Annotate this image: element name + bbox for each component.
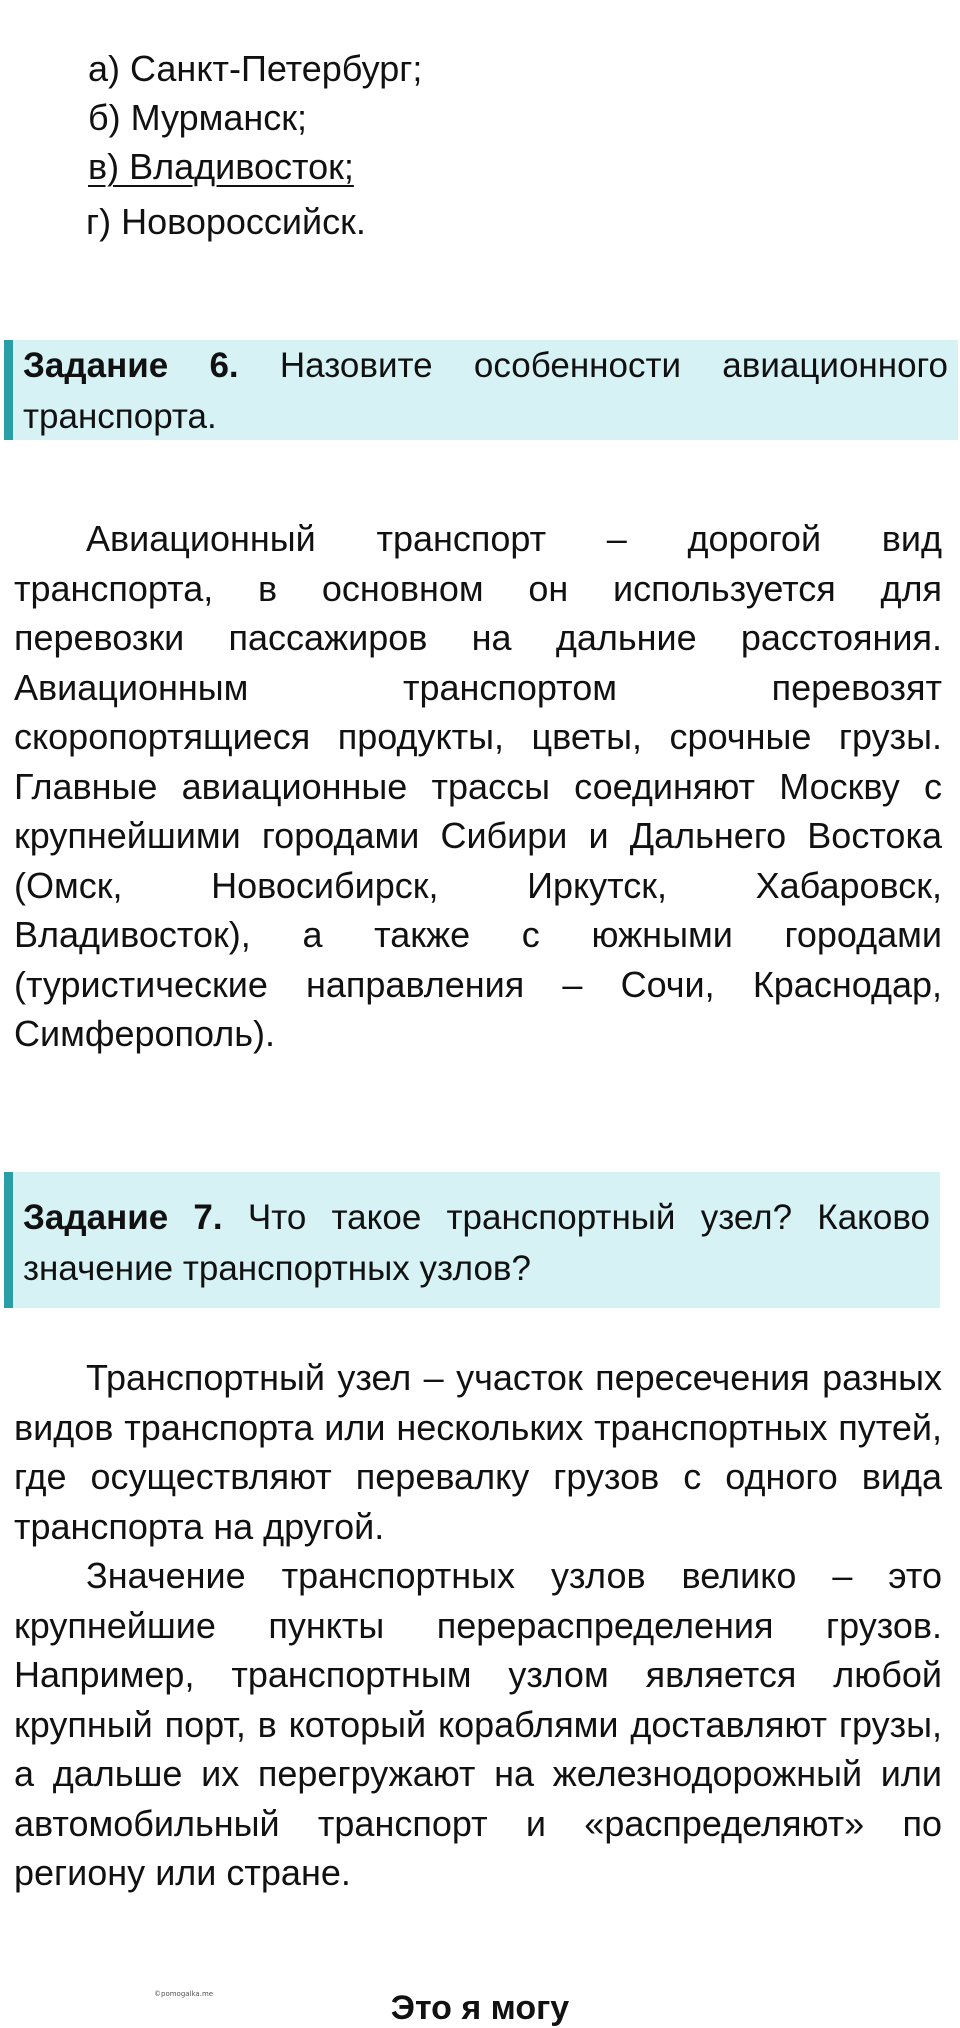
task-6-question: Назовите особенности авиационного транспорта.	[23, 346, 948, 436]
task-7-answer-paragraph-2: Значение транспортных узлов велико – это крупнейшие пункты перераспределения грузов. Например, транспортным узлом является любой крупный порт, в который кораблями доставляют грузы, а дальше их перегружают на железнодорожный или автомобильный транспорт и «распределяют» по региону или стране.	[14, 1555, 942, 1893]
task-7-answer	[14, 1353, 942, 1898]
task-6-label: Задание 6.	[23, 346, 239, 385]
task-6-answer	[14, 514, 942, 1059]
watermark: ©pomogalka.me	[154, 1990, 214, 1998]
task-7-question: Что такое транспортный узел? Каково значение транспортных узлов?	[23, 1198, 930, 1288]
answer-options-list	[88, 44, 788, 246]
option-d: г) Новороссийск.	[86, 201, 366, 242]
task-7-box	[4, 1172, 940, 1308]
option-c-selected: в) Владивосток;	[88, 146, 354, 187]
task-6-box	[4, 340, 958, 440]
task-7-label: Задание 7.	[23, 1198, 223, 1237]
section-title: Это я могу	[390, 1989, 570, 2027]
option-a: а) Санкт-Петербург;	[88, 48, 423, 89]
option-b: б) Мурманск;	[88, 97, 308, 138]
task-7-answer-paragraph-1: Транспортный узел – участок пересечения разных видов транспорта или нескольких транспортных путей, где осуществляют перевалку грузов с одного вида транспорта на другой.	[14, 1357, 942, 1547]
task-6-answer-paragraph: Авиационный транспорт – дорогой вид транспорта, в основном он используется для перевозки пассажиров на дальние расстояния. Авиационным транспортом перевозят скоропортящиеся продукты, цветы, срочные грузы. Главные авиационные трассы соединяют Москву с крупнейшими городами Сибири и Дальнего Востока (Омск, Новосибирск, Иркутск, Хабаровск, Владивосток), а также с южными городами (туристические направления – Сочи, Краснодар, Симферополь).	[14, 518, 942, 1054]
